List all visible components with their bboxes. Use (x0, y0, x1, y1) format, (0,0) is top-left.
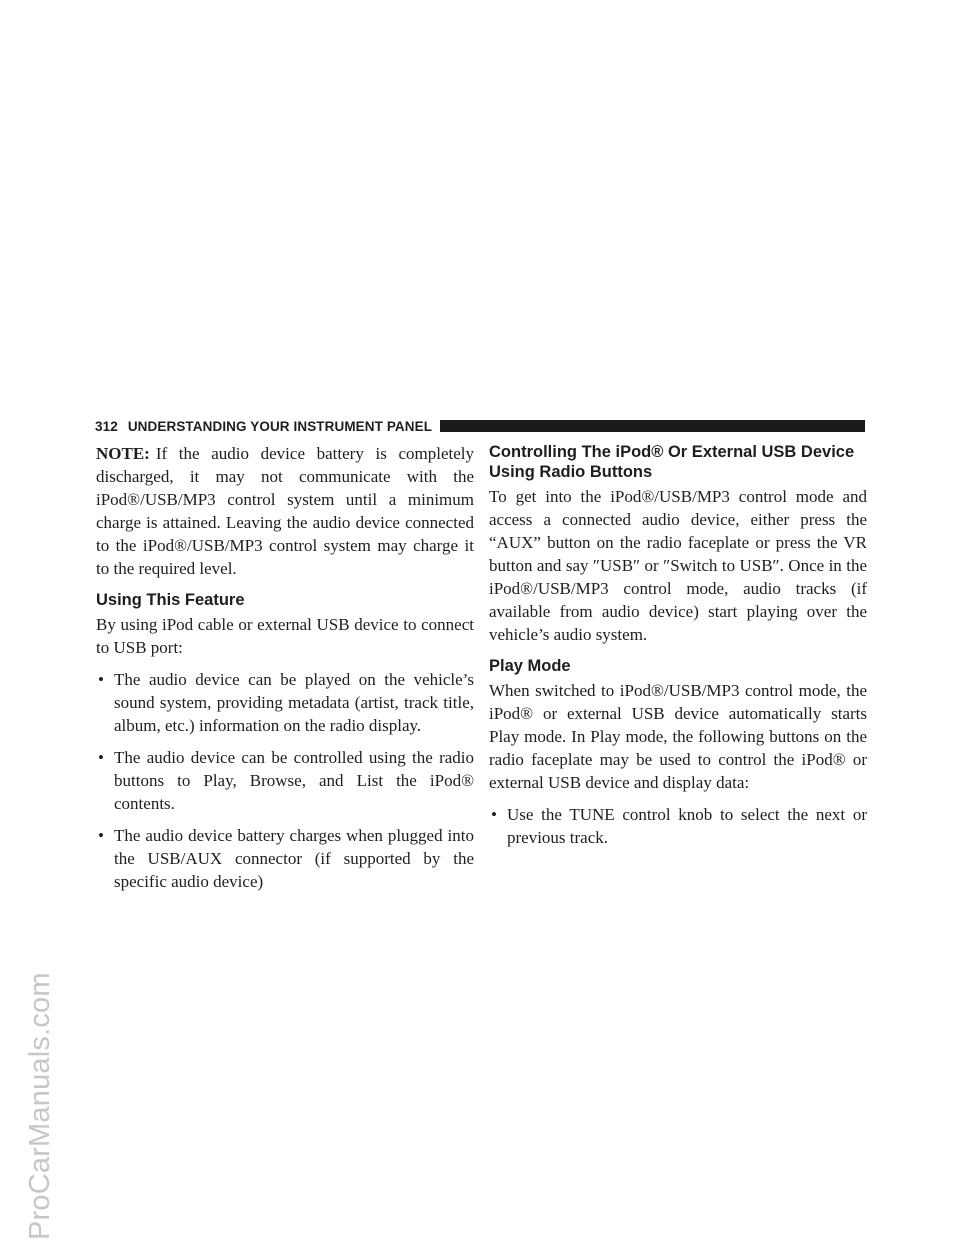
page-number: 312 (95, 418, 118, 434)
list-item (96, 668, 474, 737)
list-item-text: Use the TUNE control knob to select the next or previous track. (507, 805, 867, 847)
bullet-glyph: • (98, 670, 104, 689)
heading-play-mode: Play Mode (489, 657, 571, 675)
heading-using-this-feature: Using This Feature (96, 591, 245, 609)
heading-controlling-ipod: Controlling The iPod® Or External USB Device Using Radio Buttons (489, 443, 855, 481)
watermark: ProCarManuals.com (24, 972, 56, 1240)
bullet-glyph: • (98, 748, 104, 767)
section-title: UNDERSTANDING YOUR INSTRUMENT PANEL (127, 418, 433, 434)
bullet-glyph: • (491, 805, 497, 824)
list-item-text: The audio device battery charges when plugged into the USB/AUX connector (if supported by the specific audio device) (114, 826, 474, 891)
note-label: NOTE: (96, 444, 150, 463)
list-item (96, 746, 474, 815)
header-rule (440, 420, 865, 432)
intro-paragraph: By using iPod cable or external USB device to connect to USB port: (96, 615, 474, 657)
left-column (96, 442, 474, 902)
note-paragraph (96, 442, 474, 580)
play-mode-bullet-list (489, 803, 867, 849)
list-item (96, 824, 474, 893)
page-header (95, 417, 865, 435)
control-mode-paragraph: To get into the iPod®/USB/MP3 control mode and access a connected audio device, either press the “AUX” button on the radio faceplate or press the VR button and say ″USB″ or ″Switch to USB″. Once in the iPod®/USB/MP3 control mode, audio tracks (if available from audio device) start playing over the vehicle’s audio system. (489, 487, 867, 644)
list-item-text: The audio device can be played on the vehicle’s sound system, providing metadata (artist, track title, album, etc.) information on the radio display. (114, 670, 474, 735)
list-item-text: The audio device can be controlled using the radio buttons to Play, Browse, and List the iPod® contents. (114, 748, 474, 813)
list-item (489, 803, 867, 849)
feature-bullet-list (96, 668, 474, 893)
bullet-glyph: • (98, 826, 104, 845)
right-column (489, 442, 867, 858)
note-text: If the audio device battery is completely discharged, it may not communicate with the iPod®/USB/MP3 control system until a minimum charge is attained. Leaving the audio device connected to the iPod®/USB/MP3 control system may charge it to the required level. (96, 444, 474, 578)
play-mode-paragraph: When switched to iPod®/USB/MP3 control mode, the iPod® or external USB device automatically starts Play mode. In Play mode, the following buttons on the radio faceplate may be used to control the iPod® or external USB device and display data: (489, 681, 867, 792)
